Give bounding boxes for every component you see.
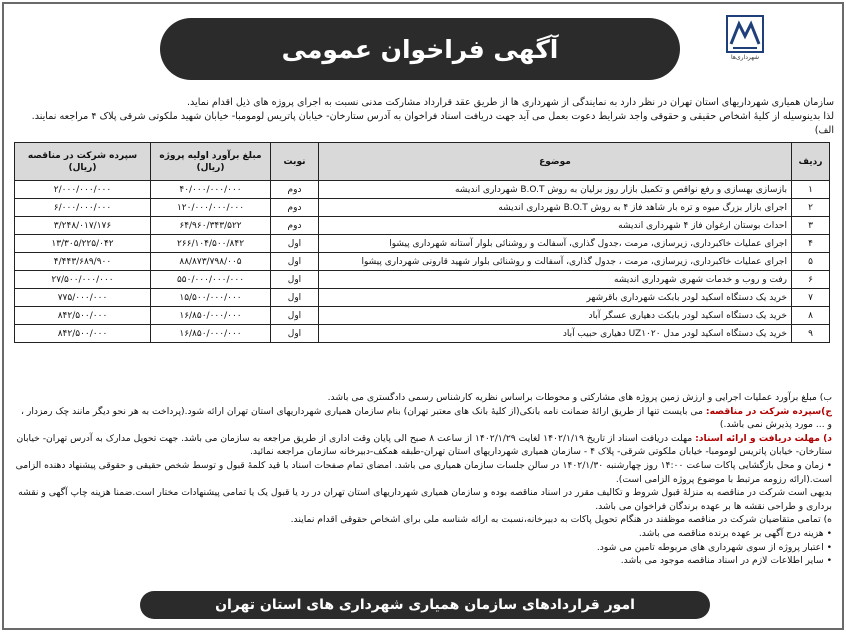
cell-row-number: ۹	[792, 325, 830, 343]
header-row-number: ردیف	[792, 143, 830, 181]
table-row	[15, 271, 830, 289]
cell-deposit: ۳/۲۴۸/۰۱۷/۱۷۶	[15, 217, 151, 235]
cell-turn: دوم	[271, 217, 319, 235]
cell-turn: اول	[271, 325, 319, 343]
organization-logo	[722, 14, 768, 84]
table-row	[15, 217, 830, 235]
table-body	[15, 181, 830, 343]
cell-deposit: ۱۳/۳۰۵/۲۲۵/۰۴۲	[15, 235, 151, 253]
cell-row-number: ۳	[792, 217, 830, 235]
intro-line-2: لذا بدینوسیله از کلیهٔ اشخاص حقیقی و حقوقی واجد شرایط دعوت بعمل می آید جهت دریافت اسناد فراخوان به آدرس ستارخان- خیابان پاتریس لومومبا- خیابان شهید ملکوتی شرقی پلاک ۴ مراجعه نمایند.	[31, 111, 834, 122]
cell-estimate: ۱۶/۸۵۰/۰۰۰/۰۰۰	[151, 307, 271, 325]
table-row	[15, 307, 830, 325]
cell-row-number: ۷	[792, 289, 830, 307]
cell-estimate: ۶۴/۹۶۰/۳۴۳/۵۲۲	[151, 217, 271, 235]
cell-deposit: ۲۷/۵۰۰/۰۰۰/۰۰۰	[15, 271, 151, 289]
cell-estimate: ۲۶۶/۱۰۴/۵۰۰/۸۴۲	[151, 235, 271, 253]
note-g: ه) تمامی متقاضیان شرکت در مناقصه موظفند در هنگام تحویل پاکات به دبیرخانه،نسبت به ارائه شناسه ملی برای اشخاص حقوقی اقدام نمایند.	[290, 514, 832, 526]
cell-estimate: ۱۲۰/۰۰۰/۰۰۰/۰۰۰	[151, 199, 271, 217]
cell-turn: اول	[271, 307, 319, 325]
table-row	[15, 325, 830, 343]
cell-deposit: ۲/۰۰۰/۰۰۰/۰۰۰	[15, 181, 151, 199]
cell-turn: اول	[271, 289, 319, 307]
cell-estimate: ۱۵/۵۰۰/۰۰۰/۰۰۰	[151, 289, 271, 307]
page-title: آگهی فراخوان عمومی	[281, 34, 559, 64]
cell-row-number: ۵	[792, 253, 830, 271]
header-turn: نوبت	[271, 143, 319, 181]
cell-deposit: ۴/۴۴۳/۶۸۹/۹۰۰	[15, 253, 151, 271]
cell-turn: اول	[271, 271, 319, 289]
cell-turn: اول	[271, 253, 319, 271]
cell-row-number: ۶	[792, 271, 830, 289]
header-deposit: سپرده شرکت در مناقصه (ریال)	[15, 143, 151, 181]
cell-row-number: ۴	[792, 235, 830, 253]
note-c	[14, 405, 832, 432]
footer-text: امور قراردادهای سازمان همیاری شهرداری های استان تهران	[215, 597, 635, 613]
cell-subject: بازسازی بهسازی و رفع نواقص و تکمیل بازار روز برلیان به روش B.O.T شهرداری اندیشه	[319, 181, 792, 199]
cell-subject: اجرای بازار بزرگ میوه و تره بار شاهد فاز ۴ به روش B.O.T شهرداری اندیشه	[319, 199, 792, 217]
note-c-text: می بایست تنها از طریق ارائهٔ ضمانت نامه بانکی(از کلیهٔ بانک های معتبر تهران) بنام سازمان همیاری شهرداریهای استان تهران ارائه شود.(پرداخت به هر نحو دیگر مانند چک رمزدار ، و ... مورد پذیرش نمی باشد.)	[21, 405, 832, 431]
cell-subject: رفت و روب و خدمات شهری شهرداری اندیشه	[319, 271, 792, 289]
cell-estimate: ۴۰/۰۰۰/۰۰۰/۰۰۰	[151, 181, 271, 199]
logo-emblem-icon	[725, 14, 765, 54]
cell-turn: دوم	[271, 199, 319, 217]
intro-line-3: الف)	[814, 125, 834, 136]
cell-subject: اجرای عملیات خاکبرداری، زیرسازی، مرمت ، جدول گذاری، آسفالت و روشنائی بلوار شهید قارونی شهرداری پیشوا	[319, 253, 792, 271]
header-estimate: مبلغ برآورد اولیه پروژه (ریال)	[151, 143, 271, 181]
header-banner	[160, 18, 680, 80]
table-row	[15, 289, 830, 307]
cell-subject: احداث بوستان ارغوان فاز ۴ شهرداری اندیشه	[319, 217, 792, 235]
footer-banner	[140, 591, 710, 619]
table-row	[15, 181, 830, 199]
table-row	[15, 199, 830, 217]
cell-deposit: ۸۴۲/۵۰۰/۰۰۰	[15, 325, 151, 343]
table-row	[15, 235, 830, 253]
header-subject: موضوع	[319, 143, 792, 181]
note-b: ب) مبلغ برآورد عملیات اجرایی و ارزش زمین پروژه های مشارکتی و محوطات براساس نظریه کارشناس رسمی دادگستری می باشد.	[327, 392, 832, 403]
cell-turn: اول	[271, 235, 319, 253]
note-f: بدیهی است شرکت در مناقصه به منزلهٔ قبول شروط و تکالیف مقرر در اسناد مناقصه بوده و سازمان همیاری شهرداریهای استان تهران در رد یا قبول یک یا تمامی پیشنهادات مختار است.ضمنا هزینه چاپ آگهی و نقشه برداری و طراحی نقشه ها بر عهده برندگان فراخوان می باشد.	[18, 487, 832, 512]
cell-turn: دوم	[271, 181, 319, 199]
note-d-label: د) مهلت دریافت و ارائه اسناد:	[695, 432, 832, 444]
cell-estimate: ۸۸/۸۷۳/۷۹۸/۰۰۵	[151, 253, 271, 271]
cell-estimate: ۱۶/۸۵۰/۰۰۰/۰۰۰	[151, 325, 271, 343]
notes-section	[14, 391, 832, 568]
table-header-row	[15, 143, 830, 181]
cell-row-number: ۸	[792, 307, 830, 325]
cell-subject: خرید یک دستگاه اسکید لودر مدل UZ۱۰۲۰ دهیاری حبیب آباد	[319, 325, 792, 343]
table-row	[15, 253, 830, 271]
cell-deposit: ۶/۰۰۰/۰۰۰/۰۰۰	[15, 199, 151, 217]
note-e: • زمان و محل بازگشایی پاکات ساعت ۱۴:۰۰ روز چهارشنبه ۱۴۰۲/۱/۳۰ در سالن جلسات سازمان همیاری می باشد. امضای تمام صفحات اسناد با قید کلمهٔ قبول و توسط شخص حقیقی و حقوقی پیشنهاد دهنده الزامی است.(ارائه رزومه مرتبط با موضوع پروژه الزامی است).	[15, 459, 832, 485]
cell-subject: خرید یک دستگاه اسکید لودر بابکت شهرداری باقرشهر	[319, 289, 792, 307]
cell-row-number: ۲	[792, 199, 830, 217]
intro-line-1: سازمان همیاری شهرداریهای استان تهران در نظر دارد به نمایندگی از شهرداری ها از طریق عقد قرارداد مشارکت مدنی نسبت به اجرای پروژه های ذیل اقدام نماید.	[186, 97, 834, 108]
cell-estimate: ۵۵۰/۰۰۰/۰۰۰/۰۰۰	[151, 271, 271, 289]
cell-subject: اجرای عملیات خاکبرداری، زیرسازی، مرمت ،جدول گذاری، آسفالت و روشنائی بلوار آستانه شهرداری پیشوا	[319, 235, 792, 253]
note-h2: • اعتبار پروژه از سوی شهرداری های مربوطه تامین می شود.	[596, 541, 832, 553]
note-h3: • سایر اطلاعات لازم در اسناد مناقصه موجود می باشد.	[620, 555, 832, 567]
cell-subject: خرید یک دستگاه اسکید لودر بابکت دهیاری عسگر آباد	[319, 307, 792, 325]
note-d-text: مهلت دریافت اسناد از تاریخ ۱۴۰۲/۱/۱۹ لغایت ۱۴۰۲/۱/۲۹ از ساعت ۸ صبح الی پایان وقت اداری از طریق مراجعه به سازمان می باشد. جهت تحویل مدارک به آدرس تهران- خیابان ستارخان- خیابان پاتریس لومومبا- خیابان ملکوتی شرقی- پلاک ۴ - سازمان همیاری شهرداریهای استان تهران-طبقه همکف-دبیرخانه سازمان مراجعه نمائید.	[16, 432, 832, 458]
note-h1: • هزینه درج آگهی بر عهده برنده مناقصه می باشد.	[638, 527, 832, 539]
note-c-label: ج)سپرده شرکت در مناقصه:	[705, 405, 832, 417]
cell-row-number: ۱	[792, 181, 830, 199]
logo-caption: شهرداری‌ها	[730, 54, 760, 61]
note-d	[14, 432, 832, 459]
projects-table	[14, 142, 830, 343]
intro-text	[12, 96, 834, 138]
cell-deposit: ۸۴۲/۵۰۰/۰۰۰	[15, 307, 151, 325]
cell-deposit: ۷۷۵/۰۰۰/۰۰۰	[15, 289, 151, 307]
